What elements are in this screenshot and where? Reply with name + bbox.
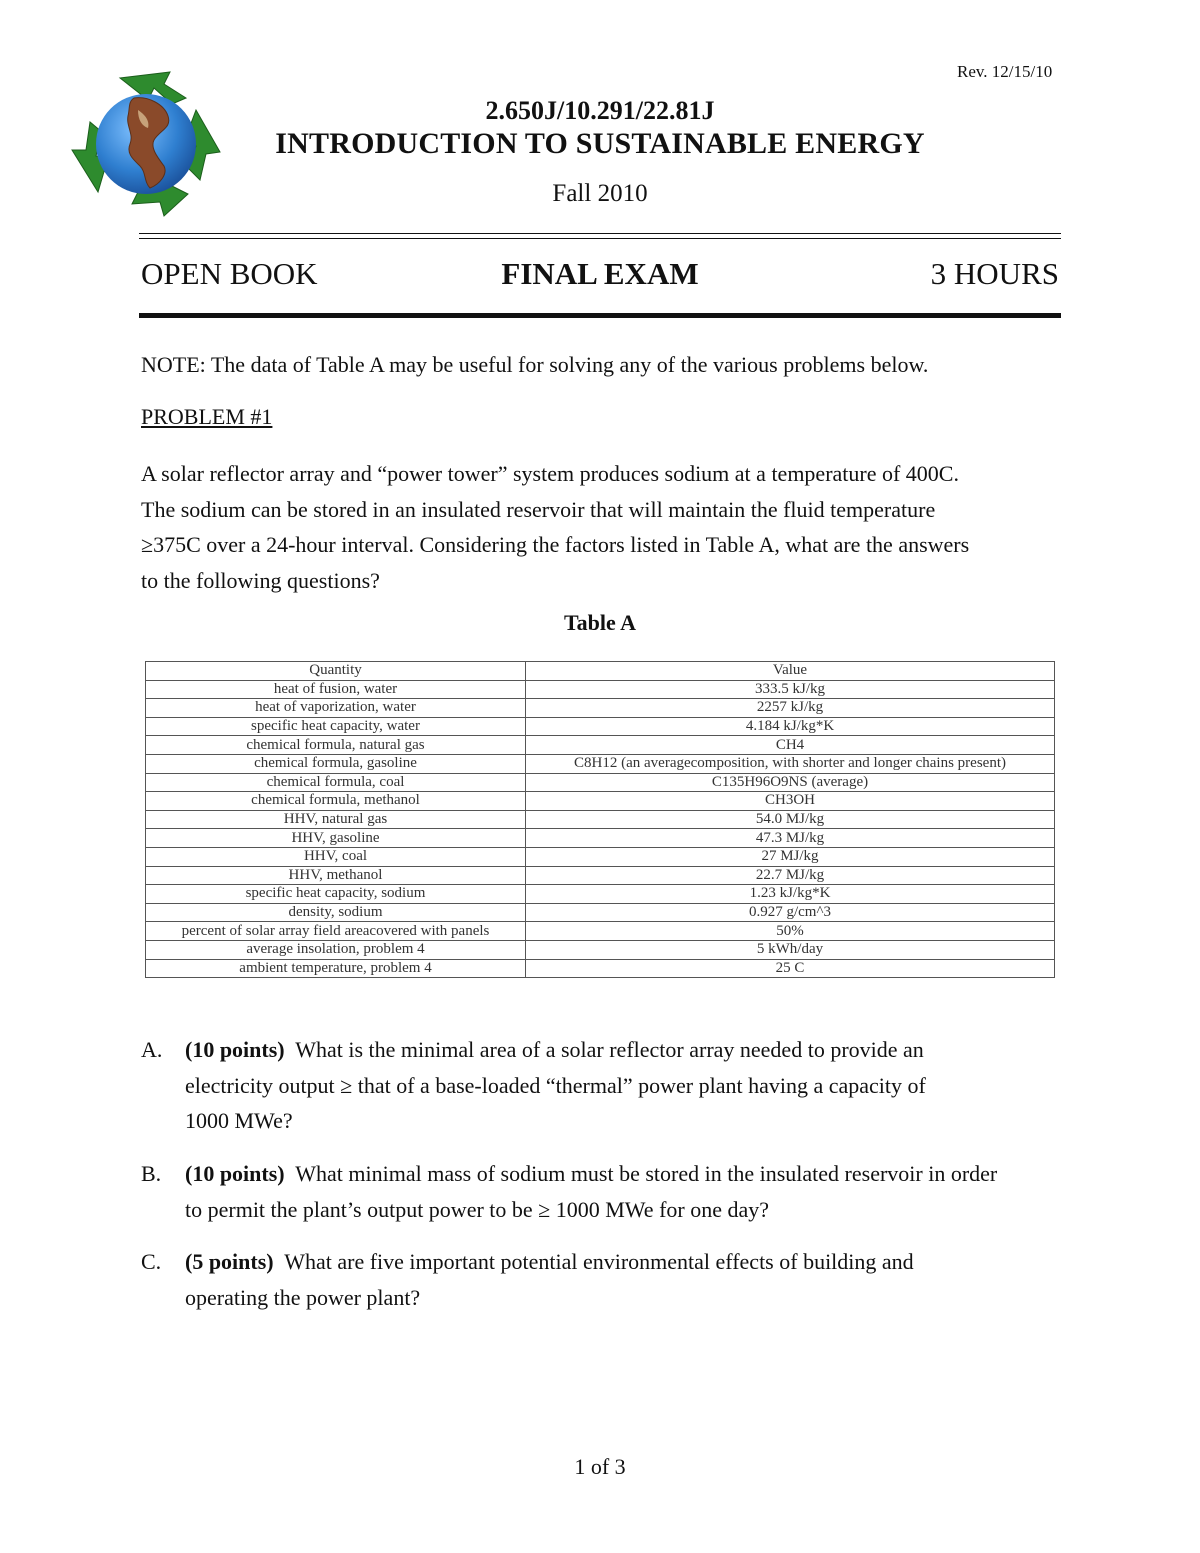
- value-cell: 54.0 MJ/kg: [526, 810, 1055, 829]
- value-cell: 0.927 g/cm^3: [526, 903, 1055, 922]
- table-row: [146, 885, 1055, 904]
- problem-intro-line: to the following questions?: [141, 567, 380, 593]
- value-cell: 1.23 kJ/kg*K: [526, 885, 1055, 904]
- quantity-cell: density, sodium: [146, 903, 526, 922]
- table-row: [146, 940, 1055, 959]
- column-header: Quantity: [146, 662, 526, 681]
- table-caption: Table A: [564, 610, 636, 635]
- quantity-cell: specific heat capacity, sodium: [146, 885, 526, 904]
- problem-intro: [141, 456, 1066, 598]
- problem-intro-line: The sodium can be stored in an insulated reservoir that will maintain the fluid temperature: [141, 496, 936, 522]
- column-header: Value: [526, 662, 1055, 681]
- question-a: [141, 1032, 1081, 1142]
- question-line: operating the power plant?: [185, 1284, 421, 1310]
- final-exam-label: FINAL EXAM: [501, 256, 699, 291]
- table-row: [146, 866, 1055, 885]
- quantity-cell: chemical formula, gasoline: [146, 754, 526, 773]
- value-cell: 2257 kJ/kg: [526, 699, 1055, 718]
- value-cell: 22.7 MJ/kg: [526, 866, 1055, 885]
- quantity-cell: percent of solar array field areacovered with panels: [146, 922, 526, 941]
- question-line: electricity output ≥ that of a base-loaded “thermal” power plant having a capacity of: [185, 1072, 926, 1098]
- table-row: [146, 717, 1055, 736]
- table-header-row: [146, 662, 1055, 681]
- question-points: (10 points): [185, 1161, 285, 1186]
- course-number: 2.650J/10.291/22.81J: [485, 96, 715, 125]
- problem-intro-line: A solar reflector array and “power tower” system produces sodium at a temperature of 400C.: [141, 461, 959, 486]
- quantity-cell: HHV, methanol: [146, 866, 526, 885]
- quantity-cell: average insolation, problem 4: [146, 940, 526, 959]
- quantity-cell: specific heat capacity, water: [146, 717, 526, 736]
- value-cell: 47.3 MJ/kg: [526, 829, 1055, 848]
- value-cell: CH3OH: [526, 792, 1055, 811]
- quantity-cell: HHV, gasoline: [146, 829, 526, 848]
- question-b: [141, 1156, 1081, 1231]
- question-line: 1000 MWe?: [185, 1108, 293, 1134]
- table-row: [146, 699, 1055, 718]
- value-cell: 5 kWh/day: [526, 940, 1055, 959]
- term: Fall 2010: [552, 180, 648, 207]
- value-cell: C135H96O9NS (average): [526, 773, 1055, 792]
- quantity-cell: chemical formula, methanol: [146, 792, 526, 811]
- value-cell: 4.184 kJ/kg*K: [526, 717, 1055, 736]
- value-cell: 50%: [526, 922, 1055, 941]
- divider-top-double: [139, 238, 1061, 239]
- question-c: [141, 1244, 1081, 1319]
- question-line: to permit the plant’s output power to be ≥ 1000 MWe for one day?: [185, 1196, 770, 1222]
- table-row: [146, 792, 1055, 811]
- value-cell: C8H12 (an averagecomposition, with shorter and longer chains present): [526, 754, 1055, 773]
- value-cell: CH4: [526, 736, 1055, 755]
- table-row: [146, 903, 1055, 922]
- divider-top: [139, 233, 1061, 234]
- problem-intro-line: ≥375C over a 24-hour interval. Considering the factors listed in Table A, what are the answers: [141, 532, 970, 558]
- note-text: NOTE: The data of Table A may be useful for solving any of the various problems below.: [141, 352, 929, 377]
- open-book-label: OPEN BOOK: [141, 256, 318, 291]
- question-letter: C.: [141, 1249, 162, 1274]
- quantity-cell: heat of fusion, water: [146, 680, 526, 699]
- revision-date: Rev. 12/15/10: [957, 62, 1053, 81]
- value-cell: 25 C: [526, 959, 1055, 978]
- question-points: (10 points): [185, 1037, 285, 1062]
- quantity-cell: chemical formula, natural gas: [146, 736, 526, 755]
- table-row: [146, 773, 1055, 792]
- value-cell: 27 MJ/kg: [526, 847, 1055, 866]
- question-letter: B.: [141, 1161, 162, 1186]
- table-row: [146, 847, 1055, 866]
- table-row: [146, 754, 1055, 773]
- table-row: [146, 680, 1055, 699]
- quantity-cell: ambient temperature, problem 4: [146, 959, 526, 978]
- quantity-cell: heat of vaporization, water: [146, 699, 526, 718]
- question-line: What are five important potential environmental effects of building and: [284, 1249, 914, 1274]
- divider-thick: [139, 313, 1061, 318]
- quantity-cell: chemical formula, coal: [146, 773, 526, 792]
- table-row: [146, 829, 1055, 848]
- duration-label: 3 HOURS: [930, 256, 1059, 291]
- question-line: What minimal mass of sodium must be stored in the insulated reservoir in order: [295, 1161, 998, 1186]
- quantity-cell: HHV, coal: [146, 847, 526, 866]
- table-row: [146, 922, 1055, 941]
- value-cell: 333.5 kJ/kg: [526, 680, 1055, 699]
- table-row: [146, 810, 1055, 829]
- table-row: [146, 959, 1055, 978]
- question-letter: A.: [141, 1037, 163, 1062]
- course-title: INTRODUCTION TO SUSTAINABLE ENERGY: [275, 127, 925, 160]
- question-line: What is the minimal area of a solar reflector array needed to provide an: [295, 1037, 924, 1062]
- problem-heading: PROBLEM #1: [141, 404, 273, 429]
- question-points: (5 points): [185, 1249, 274, 1274]
- page-number: 1 of 3: [574, 1454, 626, 1479]
- data-table: [145, 661, 1055, 978]
- quantity-cell: HHV, natural gas: [146, 810, 526, 829]
- table-row: [146, 736, 1055, 755]
